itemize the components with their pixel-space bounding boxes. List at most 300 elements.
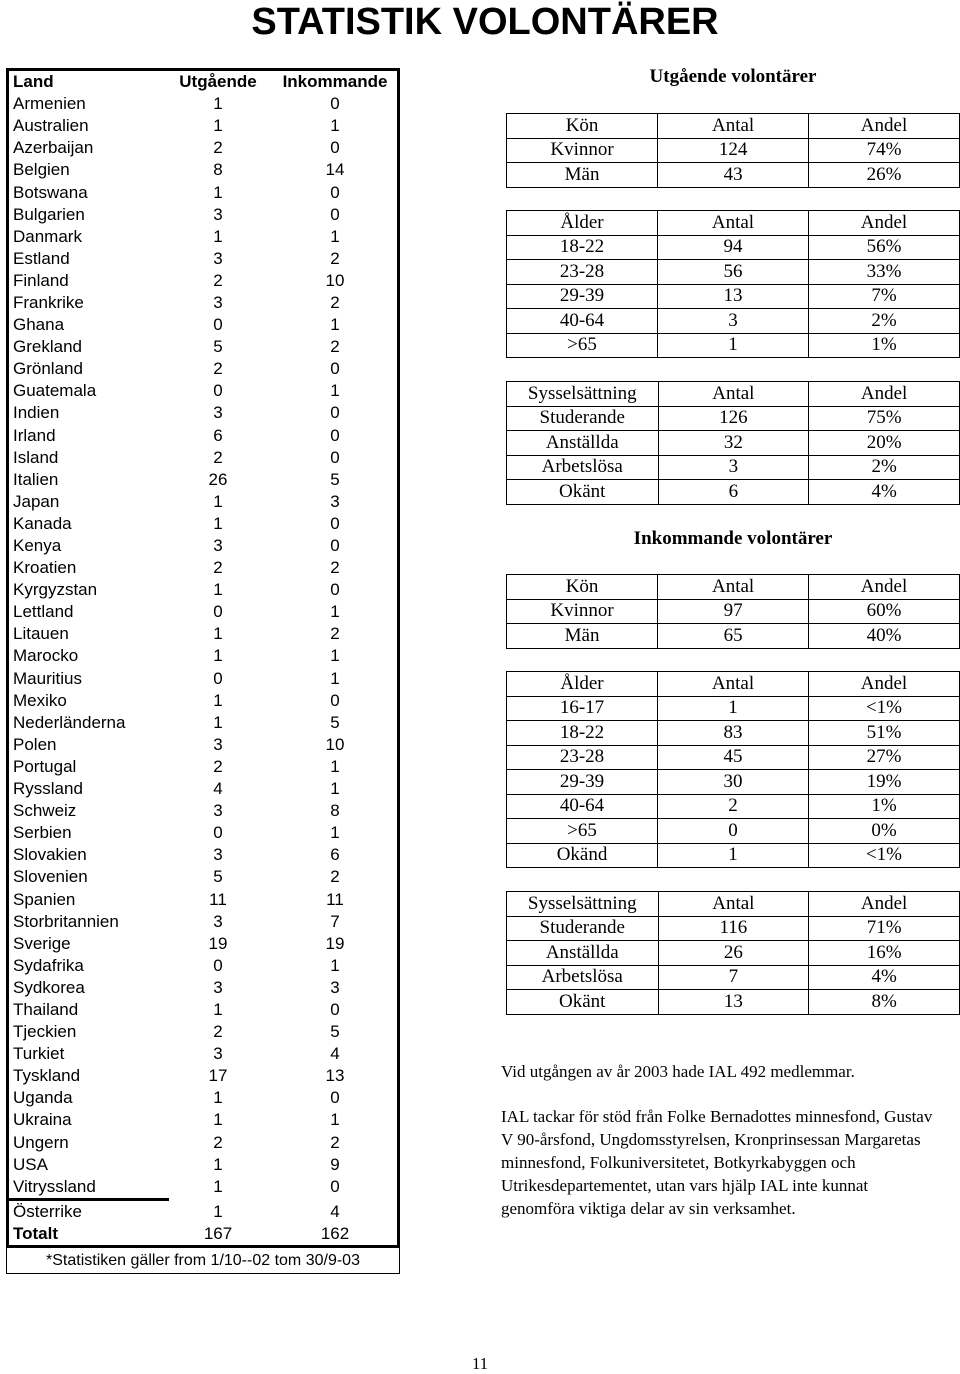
outgoing-cell: 1 [213,1154,223,1174]
country-cell: Kenya [13,536,62,556]
outgoing-cell: 2 [213,359,223,379]
outgoing-cell: 4 [213,779,223,799]
table-row [9,159,397,181]
stat-row [507,965,960,990]
page-number: 11 [471,1354,489,1373]
incoming-cell: 0 [330,580,340,600]
country-cell: Kroatien [13,558,77,578]
country-cell: Tyskland [13,1066,81,1086]
incoming-cell: 3 [330,977,340,997]
country-cell: Polen [13,734,57,754]
incoming-cell: 6 [330,845,340,865]
stat-header-row [507,672,960,697]
stat-cell: 4% [809,480,960,505]
stat-cell: 56 [657,260,808,285]
country-cell: Slovenien [13,867,88,887]
stat-cell: 3 [657,309,808,334]
stat-cell: 1 [658,696,809,721]
stat-cell: 23-28 [507,745,658,770]
stat-cell: Okänt [507,480,659,505]
country-cell: Nederländerna [13,712,126,732]
country-cell: Sydafrika [13,955,84,975]
outgoing-cell: 2 [213,1022,223,1042]
country-cell: Lettland [13,602,74,622]
incoming-cell: 1 [330,646,340,666]
outgoing-cell: 1 [213,94,223,114]
statistics-footnote: *Statistiken gäller from 1/10--02 tom 30/9-03 [6,1248,400,1274]
table-row [9,1109,397,1131]
stat-header-row [507,575,960,600]
outgoing-cell: 2 [213,447,223,467]
stat-row [507,990,960,1015]
incoming-cell: 19 [325,933,345,953]
country-cell: Grekland [13,337,82,357]
outgoing-age-table [506,210,960,358]
outgoing-cell: 3 [213,845,223,865]
country-cell: Indien [13,403,60,423]
stat-cell: 7 [658,965,809,990]
stat-cell: 30 [658,770,809,795]
table-row [9,1021,397,1043]
incoming-cell: 5 [330,1022,340,1042]
table-row [9,579,397,601]
outgoing-cell: 1 [213,1176,223,1196]
stat-cell: Andel [808,211,959,236]
stat-header-row [507,382,960,407]
incoming-cell: 2 [330,292,340,312]
incoming-cell: 9 [330,1154,340,1174]
table-row [9,137,397,159]
outgoing-cell: 5 [213,337,223,357]
outgoing-gender-table [506,113,960,188]
incoming-cell: 10 [325,270,345,290]
outgoing-cell: 1 [213,690,223,710]
stat-cell: Män [507,163,658,188]
incoming-cell: 1 [330,602,340,622]
incoming-cell: 2 [330,1132,340,1152]
stat-cell: Studerande [507,406,659,431]
country-cell: Bulgarien [13,204,85,224]
incoming-cell: Inkommande [282,72,388,92]
stat-row [507,941,960,966]
table-row [9,1087,397,1109]
stat-cell: Andel [809,892,960,917]
incoming-cell: 1 [330,756,340,776]
incoming-cell: 1 [330,116,340,136]
incoming-cell: 0 [330,513,340,533]
country-cell: Vitryssland [13,1176,96,1196]
outgoing-cell: 17 [208,1066,228,1086]
country-cell: Slovakien [13,845,87,865]
stat-row [507,745,960,770]
country-cell: Japan [13,491,60,511]
stat-cell: 8% [809,990,960,1015]
stat-row [507,333,960,358]
outgoing-cell: 0 [213,381,223,401]
outgoing-cell: 1 [213,1088,223,1108]
table-row [9,955,397,977]
table-row [9,535,397,557]
country-cell: Ryssland [13,779,83,799]
table-row [9,866,397,888]
stat-row [507,284,960,309]
stat-cell: Okänd [507,843,658,868]
stat-cell: 1 [658,843,809,868]
country-cell: Mexiko [13,690,67,710]
outgoing-cell: 0 [213,668,223,688]
stat-cell: Okänt [507,990,659,1015]
stat-row [507,770,960,795]
stat-cell: Sysselsättning [507,892,659,917]
stat-cell: Kön [507,575,658,600]
table-row [9,93,397,115]
outgoing-cell: 3 [213,801,223,821]
table-row [9,999,397,1021]
stat-cell: 43 [658,163,809,188]
outgoing-cell: 3 [213,536,223,556]
outgoing-cell: 1 [213,580,223,600]
outgoing-cell: 19 [208,933,228,953]
table-row [9,314,397,336]
stat-cell: 40-64 [507,794,658,819]
outgoing-cell: 3 [213,977,223,997]
table-row [9,844,397,866]
outgoing-cell: 1 [213,999,223,1019]
incoming-cell: 1 [330,1110,340,1130]
table-row [9,270,397,292]
table-row [9,822,397,844]
incoming-cell: 1 [330,668,340,688]
stat-cell: Ålder [507,211,658,236]
stat-cell: 1% [808,794,959,819]
stat-cell: 23-28 [507,260,658,285]
stat-cell: Män [507,624,658,649]
outgoing-cell: 3 [213,1044,223,1064]
stat-row [507,138,960,163]
total-outgoing: 167 [203,1223,233,1243]
table-row [9,1201,397,1223]
country-cell: Land [13,72,54,92]
stat-cell: 51% [808,721,959,746]
outgoing-cell: 3 [213,403,223,423]
country-cell: Ghana [13,315,65,335]
stat-cell: 45 [658,745,809,770]
country-cell: Marocko [13,646,79,666]
country-cell: Guatemala [13,381,97,401]
table-row [9,425,397,447]
table-row [9,292,397,314]
country-cell: Serbien [13,823,72,843]
table-row [9,734,397,756]
stat-cell: 4% [809,965,960,990]
incoming-cell: 0 [330,1176,340,1196]
incoming-cell: 1 [330,226,340,246]
stat-cell: Andel [809,575,960,600]
stat-cell: 0% [808,819,959,844]
outgoing-cell: 0 [213,955,223,975]
country-cell: Italien [13,469,59,489]
outgoing-cell: 1 [213,624,223,644]
stat-cell: Andel [809,382,960,407]
incoming-cell: 5 [330,712,340,732]
country-cell: Österrike [13,1201,82,1221]
table-row [9,204,397,226]
stat-cell: 126 [658,406,809,431]
incoming-cell: 0 [330,447,340,467]
country-cell: Kanada [13,513,72,533]
incoming-cell: 0 [330,425,340,445]
stat-cell: 83 [658,721,809,746]
table-row [9,911,397,933]
country-cell: Estland [13,248,70,268]
country-cell: Mauritius [13,668,82,688]
stat-header-row [507,892,960,917]
outgoing-cell: 1 [213,712,223,732]
country-cell: Armenien [13,94,86,114]
outgoing-cell: 2 [213,138,223,158]
outgoing-cell: 1 [213,182,223,202]
stat-cell: 40-64 [507,309,658,334]
table-row [9,1043,397,1065]
incoming-cell: 11 [326,889,344,909]
outgoing-cell: 1 [213,226,223,246]
outgoing-cell: 1 [213,1110,223,1130]
country-cell: Ukraina [13,1110,72,1130]
outgoing-cell: 5 [213,867,223,887]
stat-cell: 116 [658,916,809,941]
incoming-cell: 0 [330,359,340,379]
country-cell: Frankrike [13,292,84,312]
total-incoming: 162 [320,1223,350,1243]
incoming-cell: 0 [330,94,340,114]
outgoing-cell: 1 [213,491,223,511]
stat-row [507,624,960,649]
table-row [9,668,397,690]
stat-cell: 1 [657,333,808,358]
table-row [9,977,397,999]
stat-cell: 3 [658,455,809,480]
country-cell: Portugal [13,756,77,776]
outgoing-cell: Utgående [179,72,257,92]
incoming-cell: 0 [330,536,340,556]
country-cell: Tjeckien [13,1022,77,1042]
stat-cell: Studerande [507,916,659,941]
table-row [9,756,397,778]
stat-cell: 2% [808,309,959,334]
stat-cell: 20% [809,431,960,456]
outgoing-cell: 1 [213,513,223,533]
table-row [9,778,397,800]
country-table-total-row [6,1222,400,1248]
table-row [9,358,397,380]
outgoing-cell: 11 [209,889,227,909]
incoming-cell: 8 [330,801,340,821]
country-cell: Storbritannien [13,911,119,931]
stat-cell: Anställda [507,941,659,966]
incoming-cell: 0 [330,182,340,202]
stat-cell: 94 [657,235,808,260]
incoming-cell: 1 [330,315,340,335]
stat-cell: 19% [808,770,959,795]
outgoing-heading: Utgående volontärer [649,66,817,87]
stat-cell: 2 [658,794,809,819]
country-cell: Litauen [13,624,69,644]
incoming-gender-table [506,574,960,649]
table-row [9,513,397,535]
table-header [9,71,397,93]
incoming-cell: 7 [330,911,340,931]
stat-row [507,843,960,868]
outgoing-cell: 3 [213,292,223,312]
stat-cell: 18-22 [507,235,658,260]
outgoing-cell: 0 [213,823,223,843]
country-cell: Ungern [13,1132,69,1152]
stat-cell: Andel [808,672,959,697]
country-cell: Schweiz [13,801,77,821]
table-row [9,447,397,469]
table-row [9,491,397,513]
outgoing-cell: 2 [213,1132,223,1152]
stat-cell: Kvinnor [507,599,658,624]
table-row [9,1154,397,1176]
stat-cell: Arbetslösa [507,965,659,990]
table-row [9,557,397,579]
incoming-cell: 2 [330,558,340,578]
outgoing-cell: 3 [213,248,223,268]
stat-row [507,916,960,941]
incoming-cell: 1 [330,381,340,401]
incoming-cell: 13 [325,1066,345,1086]
table-row [9,469,397,491]
stat-cell: Antal [658,892,809,917]
outgoing-cell: 3 [213,911,223,931]
incoming-age-table [506,671,960,868]
stat-cell: 7% [808,284,959,309]
stat-row [507,406,960,431]
stat-row [507,480,960,505]
stat-cell: Antal [658,382,809,407]
outgoing-cell: 0 [213,602,223,622]
stat-cell: 60% [809,599,960,624]
table-row [9,623,397,645]
table-row [9,690,397,712]
stat-cell: 13 [658,990,809,1015]
table-row [9,226,397,248]
outgoing-cell: 8 [213,160,223,180]
country-cell: Spanien [13,889,76,909]
table-row [9,181,397,203]
stat-cell: 40% [809,624,960,649]
stat-cell: 97 [658,599,809,624]
outgoing-occupation-table [506,381,960,505]
stat-cell: Antal [658,114,809,139]
table-row [9,933,397,955]
stat-cell: 71% [809,916,960,941]
page-title: STATISTIK VOLONTÄRER [251,1,719,43]
incoming-cell: 2 [330,337,340,357]
country-cell: Island [13,447,59,467]
stat-cell: 56% [808,235,959,260]
stat-row [507,431,960,456]
stat-cell: 13 [657,284,808,309]
country-cell: Grönland [13,359,83,379]
stat-row [507,309,960,334]
incoming-cell: 0 [330,999,340,1019]
outgoing-cell: 0 [213,315,223,335]
incoming-heading: Inkommande volontärer [633,528,833,549]
table-row [9,645,397,667]
table-row [9,712,397,734]
total-label: Totalt [13,1223,59,1243]
outgoing-cell: 3 [213,734,223,754]
table-row [9,888,397,910]
stat-cell: Kön [507,114,658,139]
stat-cell: 0 [658,819,809,844]
outgoing-cell: 2 [213,270,223,290]
incoming-cell: 14 [325,160,345,180]
stat-cell: 18-22 [507,721,658,746]
table-row [9,1176,397,1198]
stat-header-row [507,211,960,236]
stat-cell: Antal [658,575,809,600]
stat-cell: 124 [658,138,809,163]
country-cell: Australien [13,116,89,136]
incoming-cell: 2 [330,624,340,644]
stat-cell: Arbetslösa [507,455,659,480]
members-note: Vid utgången av år 2003 hade IAL 492 medlemmar. [501,1062,855,1081]
outgoing-cell: 6 [213,425,223,445]
incoming-cell: 0 [330,690,340,710]
country-cell: Uganda [13,1088,73,1108]
country-cell: Irland [13,425,56,445]
stat-row [507,260,960,285]
country-cell: Finland [13,270,69,290]
stat-cell: Anställda [507,431,659,456]
country-cell: USA [13,1154,48,1174]
stat-cell: 65 [658,624,809,649]
stat-cell: 29-39 [507,284,658,309]
incoming-occupation-table [506,891,960,1015]
incoming-cell: 10 [325,734,345,754]
country-cell: Sydkorea [13,977,85,997]
stat-cell: Andel [809,114,960,139]
stat-header-row [507,114,960,139]
incoming-cell: 0 [330,138,340,158]
country-cell: Danmark [13,226,82,246]
stat-row [507,235,960,260]
incoming-cell: 2 [330,867,340,887]
outgoing-cell: 1 [213,1201,223,1221]
stat-cell: Ålder [507,672,658,697]
outgoing-cell: 3 [213,204,223,224]
stat-cell: 1% [808,333,959,358]
stat-row [507,163,960,188]
stat-cell: <1% [808,843,959,868]
table-row [9,601,397,623]
country-cell: Botswana [13,182,88,202]
incoming-cell: 3 [330,491,340,511]
table-row [9,115,397,137]
country-cell: Azerbaijan [13,138,94,158]
stat-row [507,819,960,844]
stat-cell: 33% [808,260,959,285]
stat-row [507,599,960,624]
stat-cell: Kvinnor [507,138,658,163]
stat-cell: <1% [808,696,959,721]
stat-row [507,794,960,819]
incoming-cell: 0 [330,403,340,423]
country-cell: Thailand [13,999,79,1019]
